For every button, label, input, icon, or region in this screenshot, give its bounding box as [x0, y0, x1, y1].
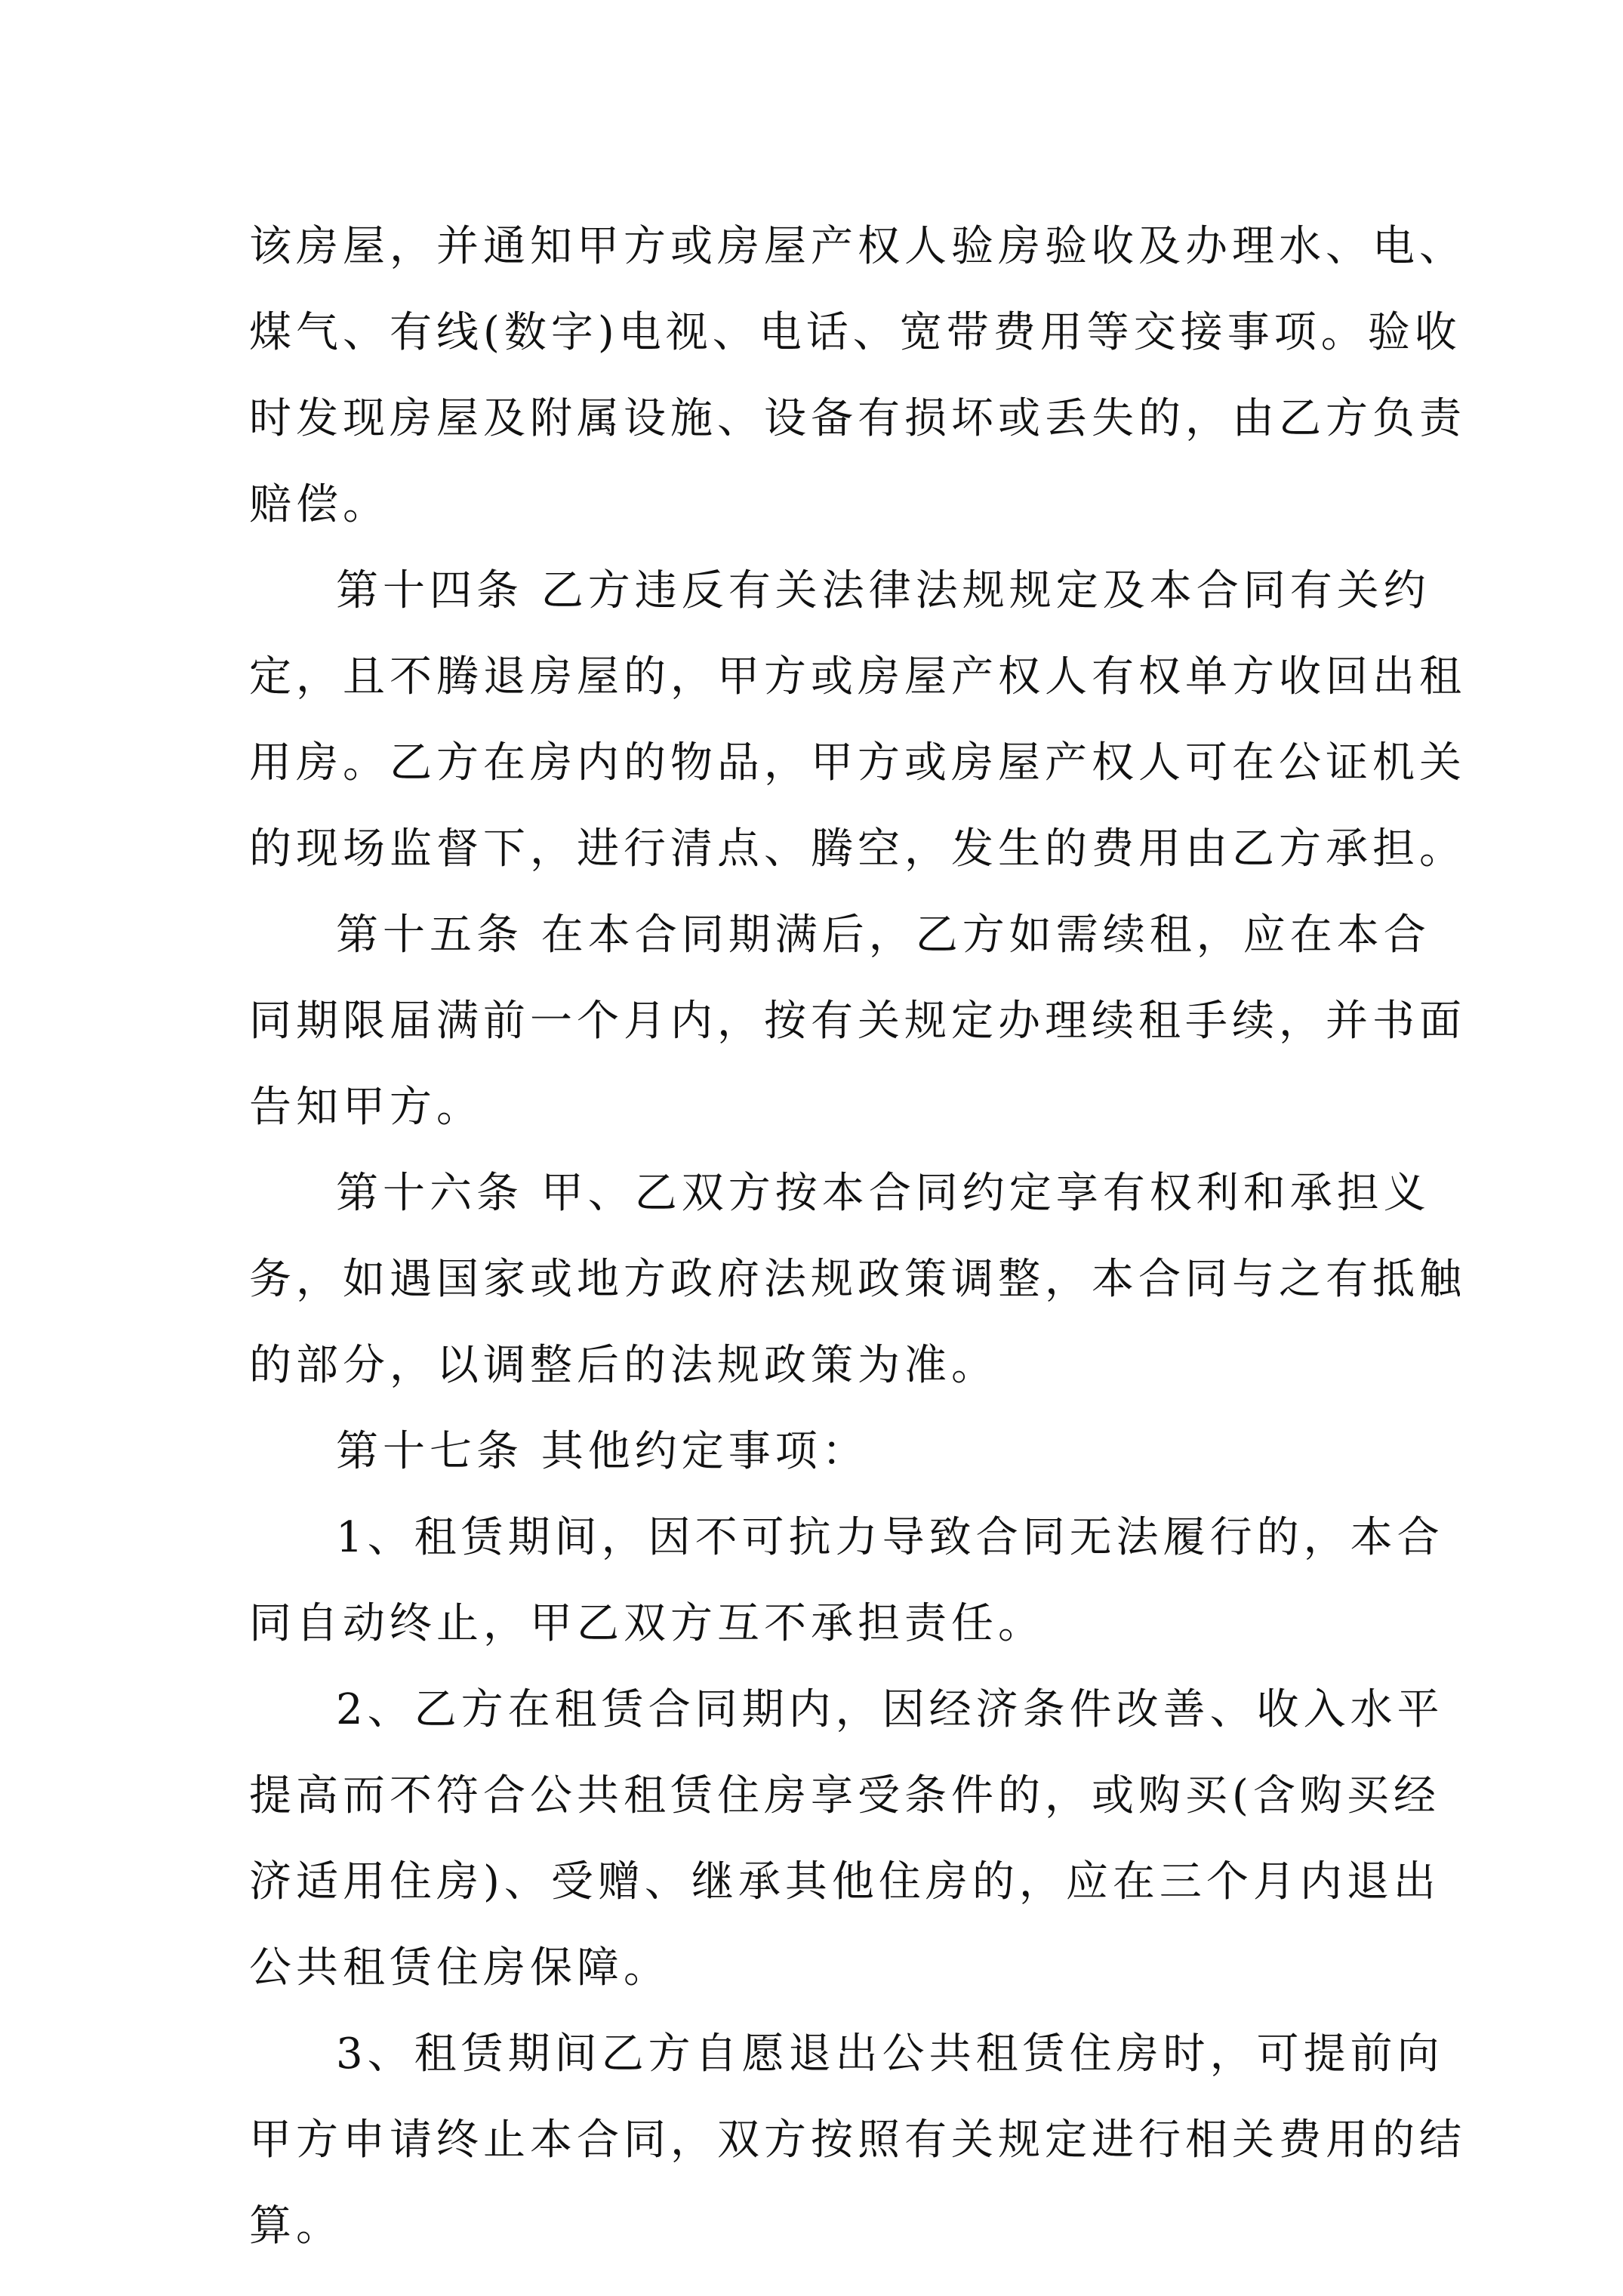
text-line: 赔偿。 — [249, 480, 390, 529]
article-15-heading-line: 第十五条 在本合同期满后，乙方如需续租，应在本合 — [336, 911, 1431, 960]
text-line: 时发现房屋及附属设施、设备有损坏或丢失的，由乙方负责 — [249, 394, 1466, 443]
text-line: 用房。乙方在房内的物品，甲方或房屋产权人可在公证机关 — [249, 738, 1466, 787]
text-line: 公共租赁住房保障。 — [249, 1943, 670, 1992]
text-line: 甲方申请终止本合同，双方按照有关规定进行相关费用的结 — [249, 2116, 1466, 2165]
text-line: 告知甲方。 — [249, 1083, 483, 1132]
text-line: 济适用住房)、受赠、继承其他住房的，应在三个月内退出 — [249, 1857, 1440, 1906]
clause-1-line: 1、租赁期间，因不可抗力导致合同无法履行的，本合 — [336, 1513, 1444, 1562]
clause-2-line: 2、乙方在租赁合同期内，因经济条件改善、收入水平 — [336, 1685, 1444, 1734]
clause-3-line: 3、租赁期间乙方自愿退出公共租赁住房时，可提前向 — [336, 2029, 1444, 2079]
text-line: 同期限届满前一个月内，按有关规定办理续租手续，并书面 — [249, 997, 1466, 1046]
article-16-heading-line: 第十六条 甲、乙双方按本合同约定享有权利和承担义 — [336, 1169, 1431, 1218]
contract-text — [249, 204, 1466, 2270]
text-line: 算。 — [249, 2202, 343, 2251]
article-17-heading-line: 第十七条 其他约定事项： — [336, 1427, 869, 1476]
text-line: 煤气、有线(数字)电视、电话、宽带费用等交接事项。验收 — [249, 308, 1461, 357]
text-line: 同自动终止，甲乙双方互不承担责任。 — [249, 1599, 1045, 1648]
text-line: 的现场监督下，进行清点、腾空，发生的费用由乙方承担。 — [249, 824, 1466, 874]
text-line: 提高而不符合公共租赁住房享受条件的，或购买(含购买经 — [249, 1771, 1440, 1820]
text-line: 定，且不腾退房屋的，甲方或房屋产权人有权单方收回出租 — [249, 652, 1466, 701]
text-line: 务，如遇国家或地方政府法规政策调整，本合同与之有抵触 — [249, 1255, 1466, 1304]
article-14-heading-line: 第十四条 乙方违反有关法律法规规定及本合同有关约 — [336, 566, 1431, 615]
text-line: 的部分，以调整后的法规政策为准。 — [249, 1341, 998, 1390]
text-line: 该房屋，并通知甲方或房屋产权人验房验收及办理水、电、 — [249, 222, 1466, 271]
